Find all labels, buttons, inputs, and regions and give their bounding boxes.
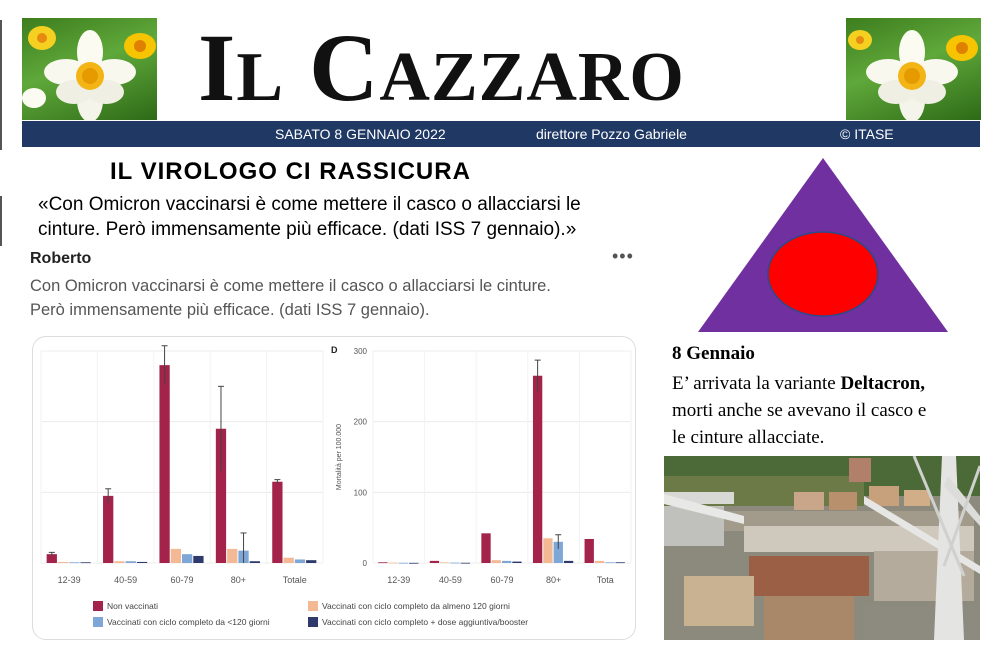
legend-label: Vaccinati con ciclo completo + dose aggiuntiva/booster xyxy=(322,617,529,627)
chart-bar xyxy=(595,561,604,563)
chart-bar xyxy=(58,562,68,563)
chart-bar xyxy=(461,563,470,564)
panel-letter: D xyxy=(331,345,338,355)
red-circle xyxy=(768,232,878,316)
news-date: 8 Gennaio xyxy=(672,343,755,364)
chart-bar xyxy=(137,562,147,563)
chart-bar xyxy=(440,562,449,563)
chart-bar xyxy=(193,556,203,563)
daffodil-photo-left xyxy=(22,18,157,120)
x-tick-label: 12-39 xyxy=(57,575,81,585)
x-tick-label: 60-79 xyxy=(170,575,194,585)
news-line-1-text: E’ arrivata la variante xyxy=(672,373,841,394)
chart-bar xyxy=(481,533,490,563)
chart-bar xyxy=(69,562,79,563)
title-initial-i: I xyxy=(198,14,237,121)
chart-bar xyxy=(616,562,625,563)
y-tick-label: 300 xyxy=(353,347,367,356)
legend-swatch xyxy=(308,601,318,611)
quote-line-1: «Con Omicron vaccinarsi è come mettere il casco o allacciarsi le xyxy=(38,194,581,215)
mortality-chart xyxy=(33,337,635,639)
legend-label: Vaccinati con ciclo completo da <120 giorni xyxy=(107,617,270,627)
x-tick-label: 12-39 xyxy=(387,575,411,585)
x-tick-label: 60-79 xyxy=(490,575,514,585)
chart-bar xyxy=(272,482,282,563)
tweet-text-line-2: Però immensamente più efficace. (dati ISS 7 gennaio). xyxy=(30,301,430,319)
tweet-text-line-1: Con Omicron vaccinarsi è come mettere il casco o allacciarsi le cinture. xyxy=(30,277,551,295)
chart-bar xyxy=(126,561,136,563)
title-rest-azzaro: AZZARO xyxy=(379,39,685,116)
chart-bar xyxy=(512,562,521,563)
chart-bar xyxy=(502,561,511,563)
newspaper-title xyxy=(198,14,808,121)
chart-bar xyxy=(159,365,169,563)
news-line-1 xyxy=(672,370,992,397)
tweet-author[interactable]: Roberto xyxy=(30,250,92,267)
chart-bar xyxy=(171,549,181,563)
chart-bar xyxy=(227,549,237,563)
director-credit: direttore Pozzo Gabriele xyxy=(536,126,687,142)
title-initial-c: C xyxy=(309,14,380,121)
legend-label: Non vaccinati xyxy=(107,601,159,611)
legend-swatch xyxy=(93,601,103,611)
news-line-3: le cinture allacciate. xyxy=(672,427,825,448)
collapsed-bridge-photo xyxy=(664,456,980,640)
chart-bar xyxy=(399,563,408,564)
chart-bar xyxy=(388,563,397,564)
chart-bar xyxy=(80,562,90,563)
chart-bar xyxy=(378,562,387,563)
page-edge-mark xyxy=(0,196,2,246)
article-headline: IL VIROLOGO CI RASSICURA xyxy=(110,158,471,185)
chart-bar xyxy=(543,538,552,563)
legend-label: Vaccinati con ciclo completo da almeno 120 giorni xyxy=(322,601,510,611)
variant-name: Deltacron, xyxy=(840,373,926,394)
copyright-notice: © ITASE xyxy=(840,126,894,142)
news-body xyxy=(672,370,992,451)
title-rest-l: L xyxy=(236,39,285,116)
chart-bar xyxy=(103,496,113,563)
y-tick-label: 200 xyxy=(353,417,367,427)
chart-bar xyxy=(533,376,542,563)
daffodil-photo-right xyxy=(846,18,981,120)
chart-bar xyxy=(114,561,124,563)
more-options-icon[interactable]: ••• xyxy=(612,246,634,266)
chart-bar xyxy=(605,562,614,563)
chart-bar xyxy=(284,558,294,563)
news-line-2: morti anche se avevano il casco e xyxy=(672,400,927,421)
chart-bar xyxy=(306,560,316,563)
chart-bar xyxy=(409,563,418,564)
x-tick-label: 40-59 xyxy=(114,575,138,585)
y-axis-label: Mortalità per 100.000 xyxy=(336,423,343,491)
tweet-text xyxy=(30,274,630,322)
masthead-info-bar xyxy=(22,121,980,147)
issue-date: SABATO 8 GENNAIO 2022 xyxy=(275,126,446,142)
article-quote xyxy=(38,192,668,242)
chart-bar xyxy=(430,561,439,563)
x-tick-label: 80+ xyxy=(230,575,247,585)
legend-swatch xyxy=(93,617,103,627)
chart-bar xyxy=(250,561,260,563)
legend-swatch xyxy=(308,617,318,627)
page-edge-mark xyxy=(0,20,2,150)
chart-bar xyxy=(585,539,594,563)
quote-line-2: cinture. Però immensamente più efficace. (dati ISS 7 gennaio).» xyxy=(38,219,577,240)
y-tick-label: 100 xyxy=(353,488,367,498)
x-tick-label: 80+ xyxy=(545,575,562,585)
chart-bar xyxy=(492,560,501,563)
y-tick-label: 0 xyxy=(362,559,367,568)
x-tick-label: Totale xyxy=(282,575,307,585)
triangle-logo xyxy=(696,156,950,334)
tweet-chart-image[interactable] xyxy=(32,336,636,640)
chart-bar xyxy=(450,563,459,564)
x-tick-label: Tota xyxy=(596,575,614,585)
chart-bar xyxy=(564,561,573,563)
chart-bar xyxy=(295,559,305,563)
x-tick-label: 40-59 xyxy=(438,575,462,585)
embedded-tweet xyxy=(22,244,658,644)
chart-bar xyxy=(182,554,192,563)
